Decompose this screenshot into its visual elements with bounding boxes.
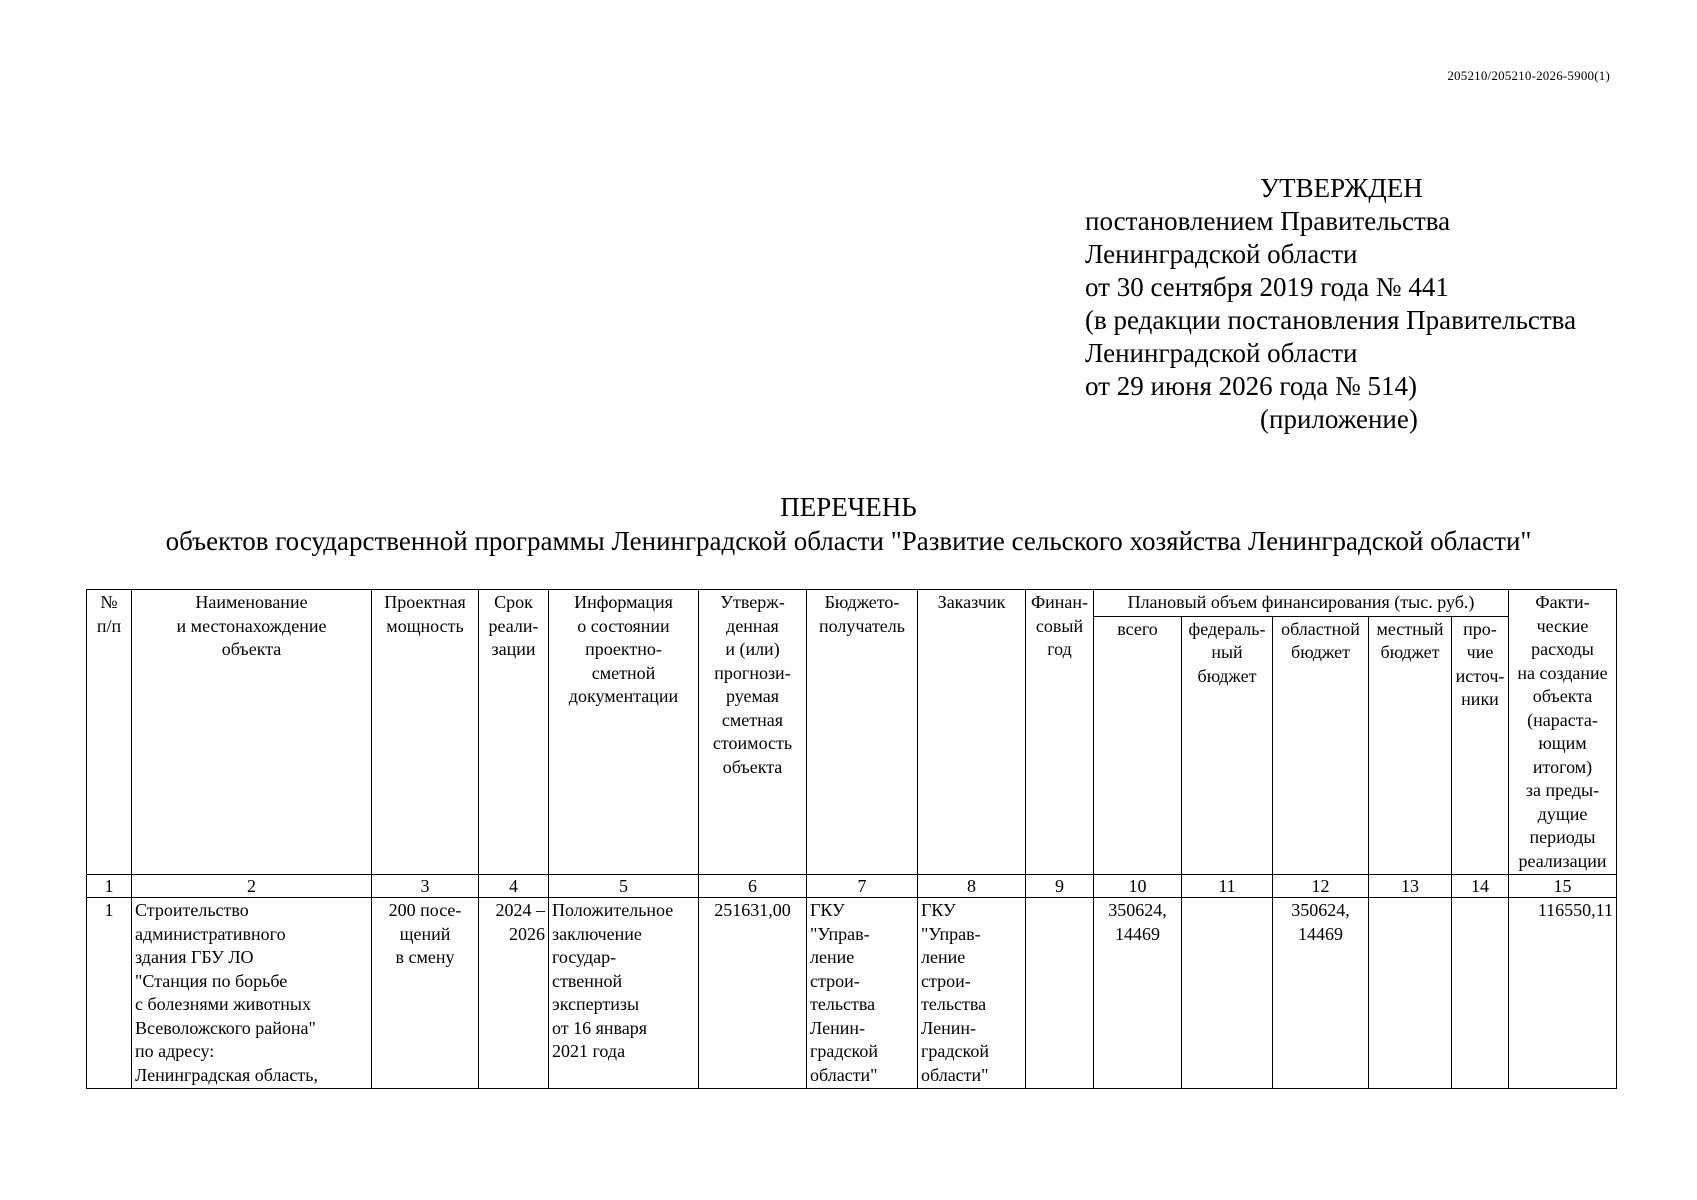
row-local bbox=[1369, 898, 1452, 1089]
column-numbers-row bbox=[87, 875, 1617, 898]
row-num: 1 bbox=[87, 898, 132, 1089]
row-docs: Положительное заключение государ- ственной экспертизы от 16 января 2021 года bbox=[549, 898, 699, 1089]
approval-heading: УТВЕРЖДЕН bbox=[1260, 173, 1423, 203]
col-number: 8 bbox=[918, 875, 1026, 898]
header-docs: Информация о состоянии проектно- сметной документации bbox=[549, 590, 699, 875]
header-local: местный бюджет bbox=[1369, 616, 1452, 875]
header-recipient: Бюджето- получатель bbox=[807, 590, 918, 875]
approval-block bbox=[1085, 172, 1645, 436]
document-title bbox=[0, 490, 1697, 558]
header-planned: Плановый объем финансирования (тыс. руб.) bbox=[1094, 590, 1509, 617]
header-other: про- чие источ- ники bbox=[1452, 616, 1509, 875]
col-number: 4 bbox=[479, 875, 549, 898]
row-other bbox=[1452, 898, 1509, 1089]
row-actual: 116550,11 bbox=[1509, 898, 1617, 1089]
col-number: 5 bbox=[549, 875, 699, 898]
col-number: 13 bbox=[1369, 875, 1452, 898]
row-term: 2024 – 2026 bbox=[479, 898, 549, 1089]
col-number: 3 bbox=[372, 875, 479, 898]
header-row-1 bbox=[87, 590, 1617, 617]
col-number: 6 bbox=[699, 875, 807, 898]
approval-line: Ленинградской области bbox=[1085, 239, 1358, 269]
col-number: 10 bbox=[1094, 875, 1182, 898]
row-total: 350624, 14469 bbox=[1094, 898, 1182, 1089]
header-capacity: Проектная мощность bbox=[372, 590, 479, 875]
approval-appendix: (приложение) bbox=[1260, 404, 1418, 434]
document-number: 205210/205210-2026-5900(1) bbox=[1447, 68, 1610, 83]
col-number: 7 bbox=[807, 875, 918, 898]
header-total: всего bbox=[1094, 616, 1182, 875]
header-federal: федераль- ный бюджет bbox=[1182, 616, 1273, 875]
header-customer: Заказчик bbox=[918, 590, 1026, 875]
objects-table bbox=[86, 589, 1617, 1089]
approval-line: Ленинградской области bbox=[1085, 338, 1358, 368]
row-customer: ГКУ "Управ- ление строи- тельства Ленин- градской области" bbox=[918, 898, 1026, 1089]
row-recipient: ГКУ "Управ- ление строи- тельства Ленин- градской области" bbox=[807, 898, 918, 1089]
table-row bbox=[87, 898, 1617, 1089]
col-number: 1 bbox=[87, 875, 132, 898]
row-cost: 251631,00 bbox=[699, 898, 807, 1089]
col-number: 14 bbox=[1452, 875, 1509, 898]
approval-line: (в редакции постановления Правительства bbox=[1085, 305, 1577, 335]
header-cost: Утверж- денная и (или) прогнози- руемая сметная стоимость объекта bbox=[699, 590, 807, 875]
col-number: 15 bbox=[1509, 875, 1617, 898]
header-regional: областной бюджет bbox=[1273, 616, 1369, 875]
header-name: Наименование и местонахождение объекта bbox=[132, 590, 372, 875]
row-regional: 350624, 14469 bbox=[1273, 898, 1369, 1089]
row-name: Строительство административного здания ГБУ ЛО "Станция по борьбе с болезнями животных Всеволожского района" по адресу: Ленинградская область, bbox=[132, 898, 372, 1089]
row-federal bbox=[1182, 898, 1273, 1089]
row-capacity: 200 посе- щений в смену bbox=[372, 898, 479, 1089]
col-number: 11 bbox=[1182, 875, 1273, 898]
title-sub: объектов государственной программы Ленинградской области "Развитие сельского хозяйства Ленинградской области" bbox=[165, 526, 1532, 556]
title-main: ПЕРЕЧЕНЬ bbox=[780, 492, 917, 522]
approval-line: от 29 июня 2026 года № 514) bbox=[1085, 371, 1418, 401]
header-term: Срок реали- зации bbox=[479, 590, 549, 875]
col-number: 12 bbox=[1273, 875, 1369, 898]
approval-line: постановлением Правительства bbox=[1085, 206, 1451, 236]
row-year bbox=[1026, 898, 1094, 1089]
header-year: Финан- совый год bbox=[1026, 590, 1094, 875]
col-number: 9 bbox=[1026, 875, 1094, 898]
header-num: № п/п bbox=[87, 590, 132, 875]
col-number: 2 bbox=[132, 875, 372, 898]
approval-line: от 30 сентября 2019 года № 441 bbox=[1085, 272, 1449, 302]
header-actual: Факти- ческие расходы на создание объекта (нараста- ющим итогом) за преды- дущие периоды реализации bbox=[1509, 590, 1617, 875]
